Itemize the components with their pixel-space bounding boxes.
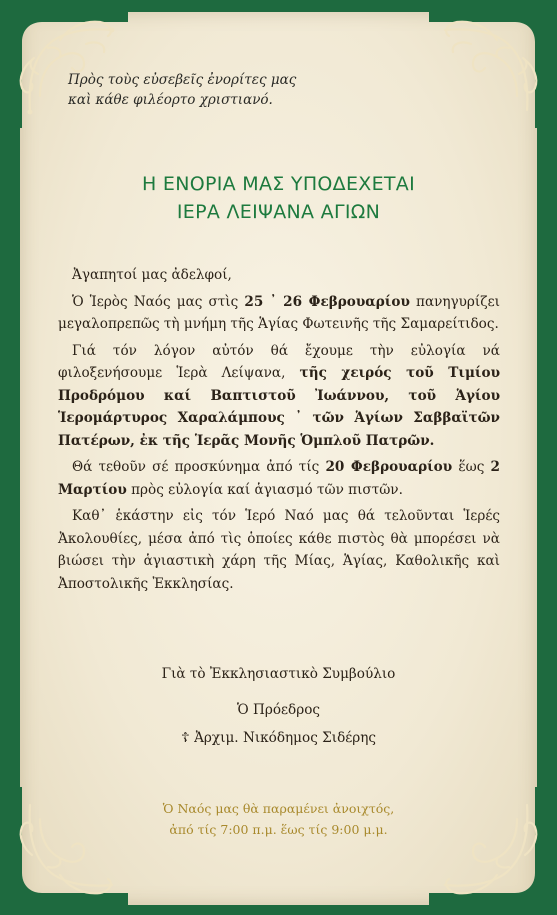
text: πρὸς εὐλογία καί ἁγιασμό τῶν πιστῶν. [126,481,403,498]
border-left [0,0,20,915]
role-line: Ὁ Πρόεδρος [236,702,321,718]
bold-text: 2 Μαρτίου [58,459,500,498]
salutation: Ἀγαπητοί μας ἀδελφοί, [72,267,232,283]
paragraph [58,456,500,501]
footer-line: ἀπό τίς 7:00 π.μ. ἕως τίς 9:00 μ.μ. [169,822,388,837]
title-line: ΙΕΡΑ ΛΕΙΨΑΝΑ ΑΓΙΩΝ [176,201,381,223]
paragraph: Καθ᾿ ἑκάστην εἰς τόν Ἱερό Ναό μας θά τελοῦνται Ἱερές Ἀκολουθίες, μέσα ἀπό τὶς ὁποίες κάθε πιστὸς θὰ μπορέσει νὰ βιώσει τὴν ἁγιαστικὴ χάρη τῆς Μίας, Ἁγίας, Καθολικῆς καὶ Ἀποστολικῆς Ἐκκλησίας. [58,508,500,592]
page-title [0,170,557,226]
text: Θά τεθοῦν σέ προσκύνημα ἀπό τίς [72,459,326,475]
council-line: Γιὰ τὸ Ἐκκλησιαστικὸ Συμβούλιο [161,666,396,682]
text: Γιά τόν λόγον αὐτόν θά ἔχουμε τὴν εὐλογία νά φιλοξενήσουμε Ἱερὰ Λείψανα, [58,342,500,381]
paragraph [58,291,500,336]
greeting-top [68,70,296,110]
greeting-line: Πρὸς τοὺς εὐσεβεῖς ἐνορίτες μας [68,72,297,88]
ornamental-corner-icon [429,0,557,128]
greeting-line: καὶ κάθε φιλέορτο χριστιανό. [68,92,273,108]
paragraph [58,340,500,453]
footer-line: Ὁ Ναός μας θὰ παραμένει ἀνοιχτός, [162,801,395,816]
text: Ὁ Ἱερὸς Ναός μας στὶς [72,293,245,310]
text: ἕως [452,459,491,475]
bold-text: 25 ᾿ 26 Φεβρουαρίου [244,293,410,310]
bold-text: 20 Φεβρουαρίου [325,459,453,475]
text: πανηγυρίζει μεγαλοπρεπῶς τὴ μνήμη τῆς Ἁγίας Φωτεινῆς τῆς Σαμαρείτιδος. [58,293,500,332]
cross-icon: ☦ [180,730,190,746]
title-line: Η ΕΝΟΡΙΑ ΜΑΣ ΥΠΟΔΕΧΕΤΑΙ [141,173,415,195]
signature-name-line [0,730,557,746]
signer-name: Ἀρχιμ. Νικόδημος Σιδέρης [194,730,377,746]
letter-body [58,264,500,599]
bold-text: τῆς χειρός τοῦ Τιμίου Προδρόμου καί Βαπτιστοῦ Ἰωάννου, τοῦ Ἁγίου Ἱερομάρτυρος Χαραλάμπους ᾿ τῶν Ἁγίων Σαββαϊτῶν Πατέρων, ἐκ τῆς Ἱερᾶς Μονῆς Ὁμπλοῦ Πατρῶν. [58,365,500,449]
footer-note [0,798,557,840]
border-right [537,0,557,915]
